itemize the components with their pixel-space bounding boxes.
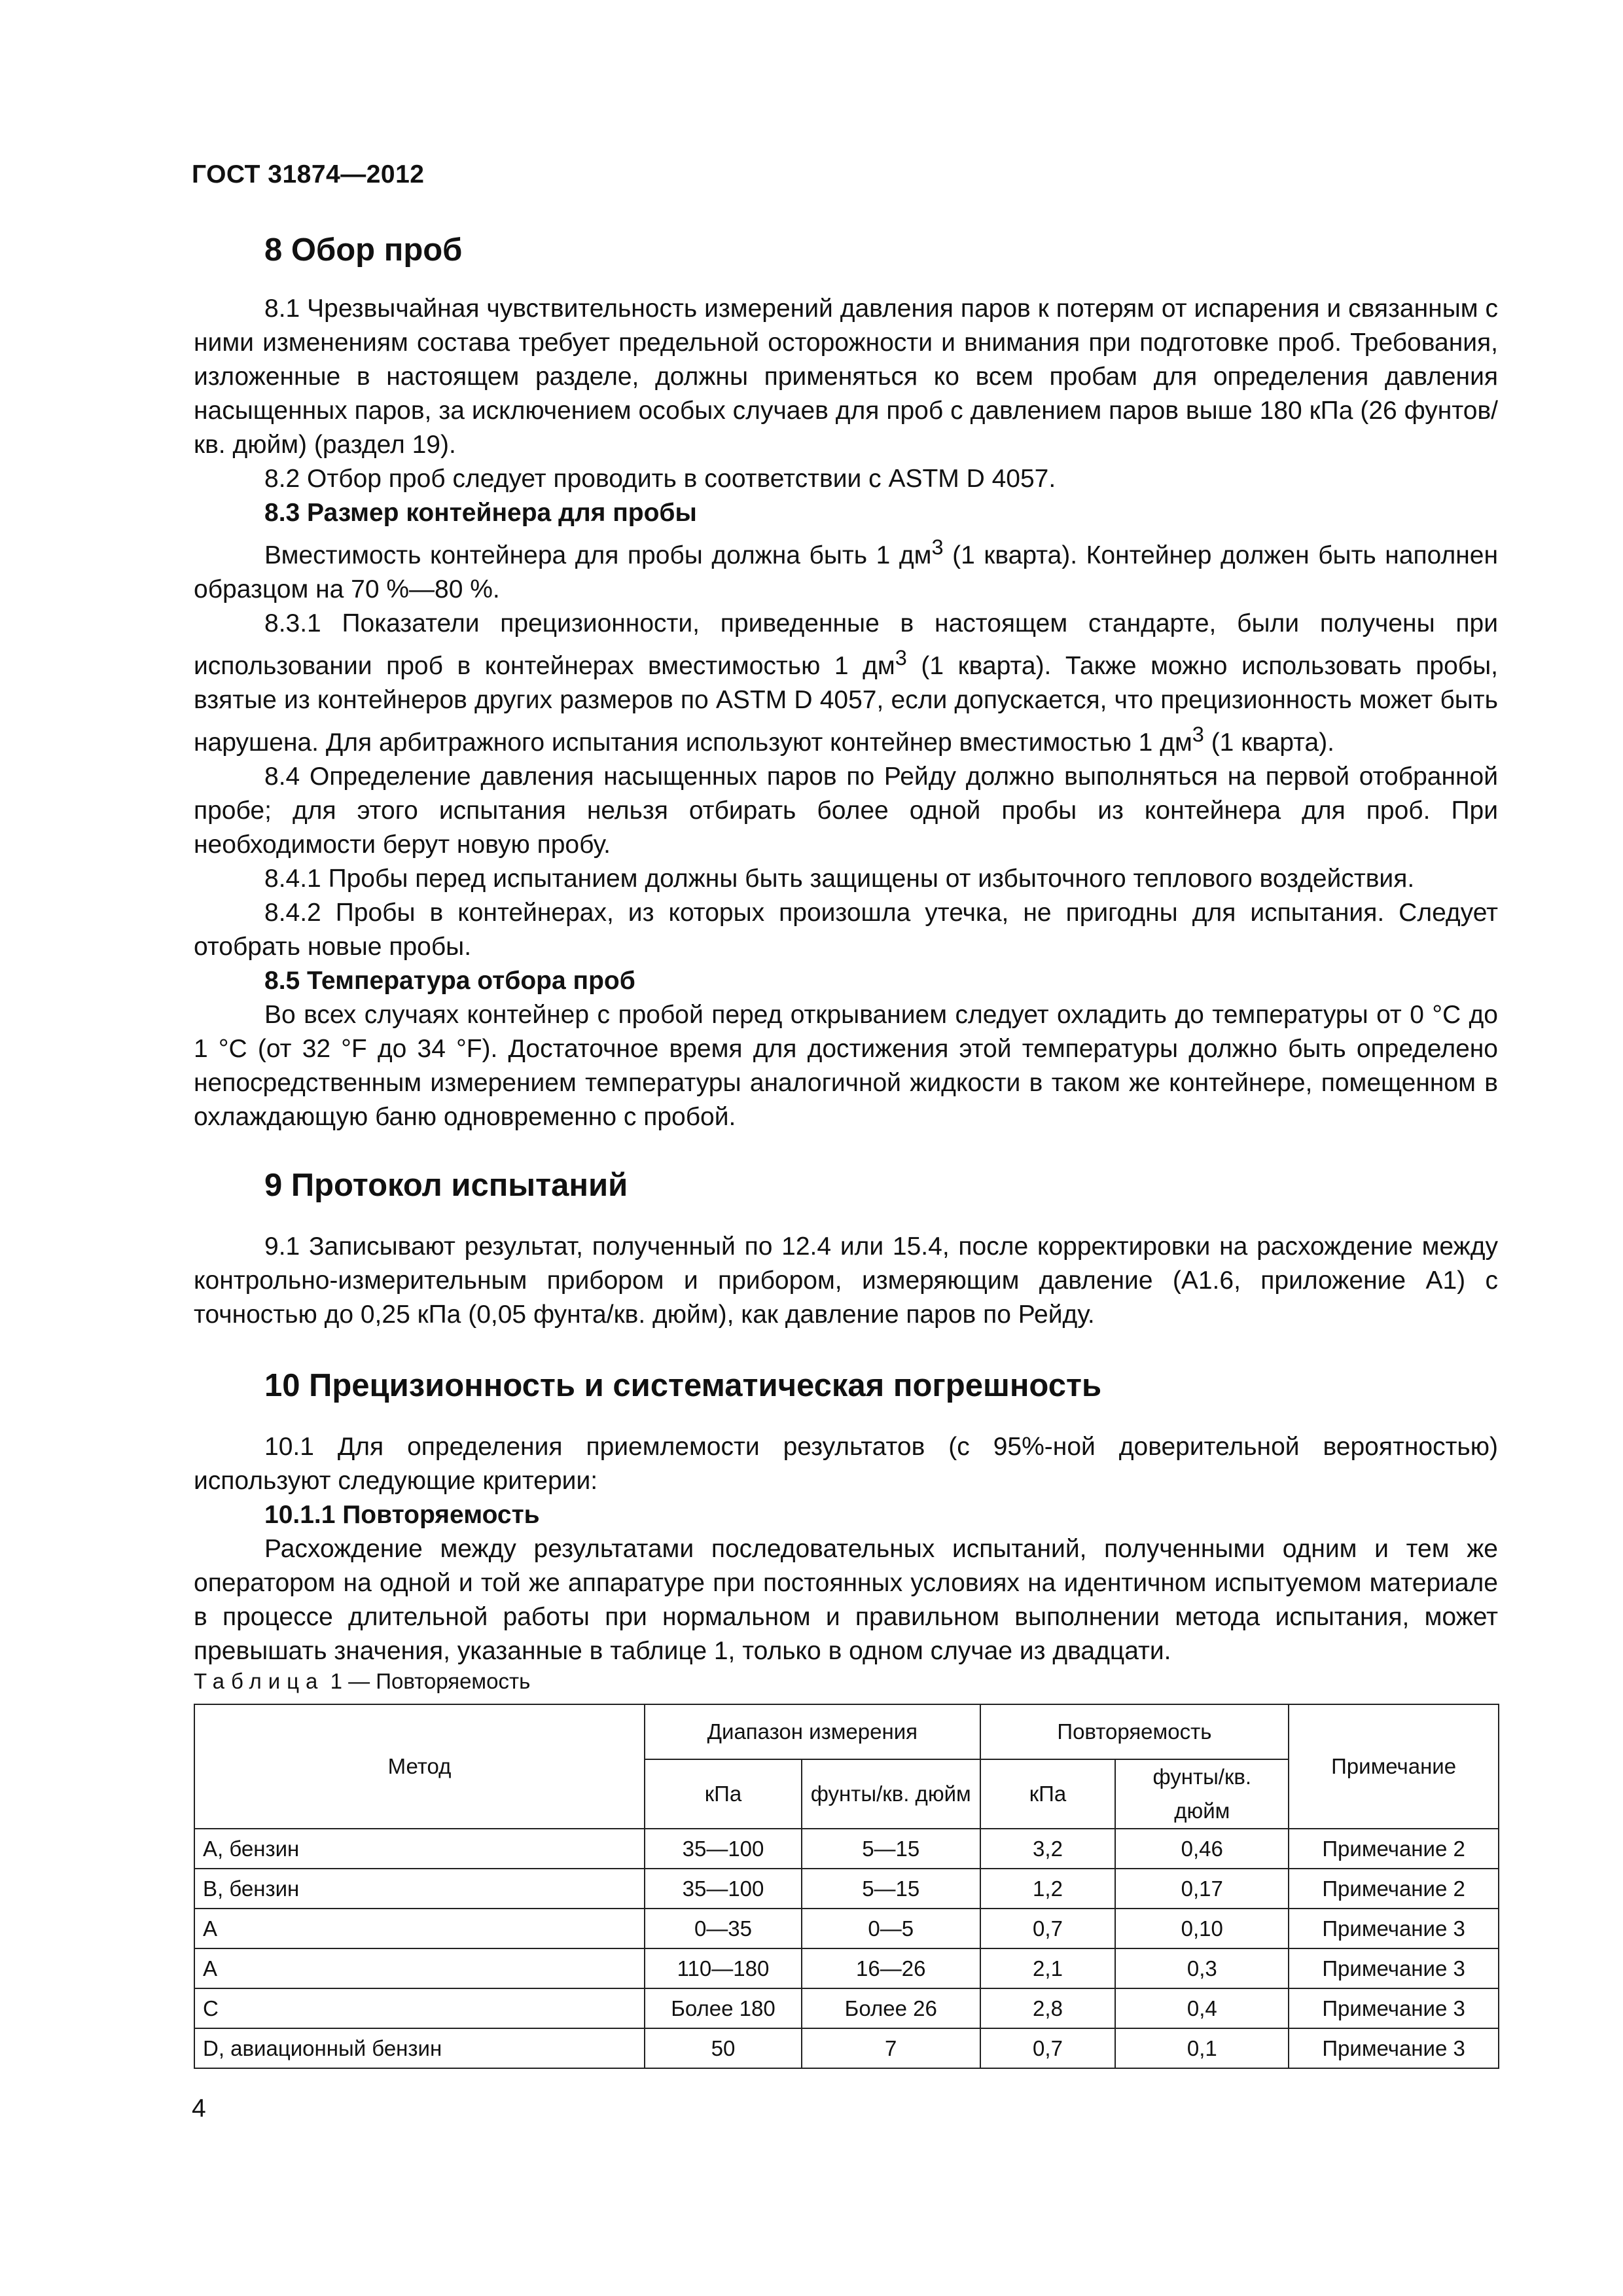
table-row: [194, 1909, 1499, 1948]
paragraph-8-3-1: [194, 607, 1498, 760]
header-range: Диапазон измерения: [645, 1704, 980, 1759]
superscript-3: 3: [1192, 723, 1204, 746]
table-cell: A, бензин: [194, 1829, 645, 1869]
table-cell: 0—5: [802, 1909, 980, 1948]
table-cell: 0,10: [1115, 1909, 1289, 1948]
table-cell: Примечание 3: [1289, 1948, 1499, 1988]
table-cell: 0—35: [645, 1909, 802, 1948]
superscript-3: 3: [931, 535, 944, 559]
table-cell: D, авиационный бензин: [194, 2028, 645, 2068]
table-cell: B, бензин: [194, 1869, 645, 1909]
page-content: [194, 230, 1498, 2069]
table-body: [194, 1829, 1499, 2068]
table-cell: 0,1: [1115, 2028, 1289, 2068]
header-repeatability-psi: фунты/кв. дюйм: [1115, 1759, 1289, 1829]
table-cell: 16—26: [802, 1948, 980, 1988]
table-caption: [194, 1668, 1498, 1695]
table-row: [194, 1869, 1499, 1909]
repeatability-table: [194, 1704, 1499, 2069]
subsection-8-3-title: 8.3 Размер контейнера для пробы: [264, 499, 697, 527]
table-cell: A: [194, 1909, 645, 1948]
paragraph-8-4-2: 8.4.2 Пробы в контейнерах, из которых произошла утечка, не пригодны для испытания. Следует отобрать новые пробы.: [194, 899, 1498, 961]
paragraph-8-3: [194, 530, 1498, 607]
header-note: Примечание: [1289, 1704, 1499, 1829]
table-cell: 7: [802, 2028, 980, 2068]
table-cell: 0,46: [1115, 1829, 1289, 1869]
table-cell: C: [194, 1988, 645, 2028]
document-code: ГОСТ 31874—2012: [192, 160, 425, 188]
paragraph-8-3-1-text-a: 8.3.1 Показатели прецизионности, приведенные в настоящем стандарте, были получены при использовании проб в контейнерах вместимостью 1 дм: [194, 609, 1498, 680]
table-cell: Более 26: [802, 1988, 980, 2028]
table-cell: 0,4: [1115, 1988, 1289, 2028]
table-cell: 110—180: [645, 1948, 802, 1988]
paragraph-9-1: 9.1 Записывают результат, полученный по 12.4 или 15.4, после корректировки на расхождение между контрольно-измерительным прибором и прибором, измеряющим давление (А1.6, приложение А1) с точностью до 0,25 кПа (0,05 фунта/кв. дюйм), как давление паров по Рейду.: [194, 1232, 1498, 1329]
paragraph-8-5: Во всех случаях контейнер с пробой перед открыванием следует охладить до температуры от 0 °С до 1 °С (от 32 °F до 34 °F). Достаточное время для достижения этой температуры должно быть определено непосредственным измерением температуры аналогичной жидкости в таком же контейнере, помещенном в охлаждающую баню одновременно с пробой.: [194, 1001, 1498, 1131]
section-10-title: 10 Прецизионность и систематическая погрешность: [264, 1368, 1102, 1403]
table-cell: 0,17: [1115, 1869, 1289, 1909]
table-cell: 50: [645, 2028, 802, 2068]
superscript-3: 3: [895, 646, 907, 670]
table-cell: 35—100: [645, 1829, 802, 1869]
table-cell: 35—100: [645, 1869, 802, 1909]
table-caption-rest: 1 — Повторяемость: [330, 1669, 531, 1693]
paragraph-10-1-1: Расхождение между результатами последовательных испытаний, полученными одним и тем же оператором на одной и той же аппаратуре при постоянных условиях на идентичном испытуемом материале в процессе длительной работы при нормальном и правильном выполнении метода испытания, может превышать значения, указанные в таблице 1, только в одном случае из двадцати.: [194, 1535, 1498, 1665]
paragraph-8-1: 8.1 Чрезвычайная чувствительность измерений давления паров к потерям от испарения и связанным с ними изменениям состава требует предельной осторожности и внимания при подготовке проб. Требования, изложенные в настоящем разделе, должны применяться ко всем пробам для определения давления насыщенных паров, за исключением особых случаев для проб с давлением паров выше 180 кПа (26 фунтов/кв. дюйм) (раздел 19).: [194, 295, 1498, 459]
table-cell: Более 180: [645, 1988, 802, 2028]
header-repeatability-kpa: кПа: [980, 1759, 1116, 1829]
table-cell: 5—15: [802, 1869, 980, 1909]
paragraph-8-4-1: 8.4.1 Пробы перед испытанием должны быть защищены от избыточного теплового воздействия.: [264, 865, 1415, 893]
table-cell: 0,7: [980, 2028, 1116, 2068]
paragraph-8-3-1-text-c: (1 кварта).: [1204, 728, 1335, 757]
table-cell: 2,1: [980, 1948, 1116, 1988]
table-cell: 5—15: [802, 1829, 980, 1869]
table-cell: 0,3: [1115, 1948, 1289, 1988]
table-cell: A: [194, 1948, 645, 1988]
paragraph-8-2: 8.2 Отбор проб следует проводить в соответствии с ASTM D 4057.: [264, 465, 1056, 493]
table-cell: Примечание 2: [1289, 1869, 1499, 1909]
section-8-title: 8 Обор проб: [264, 232, 463, 268]
paragraph-8-4: 8.4 Определение давления насыщенных паров по Рейду должно выполняться на первой отобранной пробе; для этого испытания нельзя отбирать более одной пробы из контейнера для проб. При необходимости берут новую пробу.: [194, 762, 1498, 859]
table-cell: Примечание 3: [1289, 1988, 1499, 2028]
paragraph-8-3-text-a: Вместимость контейнера для пробы должна быть 1 дм: [264, 541, 932, 569]
subsection-10-1-1-title: 10.1.1 Повторяемость: [264, 1501, 540, 1529]
section-9-title: 9 Протокол испытаний: [264, 1168, 628, 1203]
page-number: 4: [192, 2094, 206, 2123]
table-cell: Примечание 3: [1289, 1909, 1499, 1948]
paragraph-10-1: 10.1 Для определения приемлемости результатов (с 95%-ной доверительной вероятностью) используют следующие критерии:: [194, 1433, 1498, 1495]
header-range-kpa: кПа: [645, 1759, 802, 1829]
table-cell: Примечание 2: [1289, 1829, 1499, 1869]
paragraph-8-3-1-text-b: (1 кварта). Также можно использовать пробы, взятые из контейнеров других размеров по ASTM D 4057, если допускается, что прецизионность может быть нарушена. Для арбитражного испытания используют контейнер вместимостью 1 дм: [194, 652, 1499, 757]
header-repeatability: Повторяемость: [980, 1704, 1289, 1759]
table-cell: Примечание 3: [1289, 2028, 1499, 2068]
table-row: [194, 1829, 1499, 1869]
table-row: [194, 2028, 1499, 2068]
table-row: [194, 1948, 1499, 1988]
subsection-8-5-title: 8.5 Температура отбора проб: [264, 967, 635, 995]
header-method: Метод: [194, 1704, 645, 1829]
header-range-psi: фунты/кв. дюйм: [802, 1759, 980, 1829]
table-cell: 2,8: [980, 1988, 1116, 2028]
table-cell: 0,7: [980, 1909, 1116, 1948]
table-cell: 1,2: [980, 1869, 1116, 1909]
table-caption-word: Таблица: [194, 1669, 325, 1693]
paragraph-8-3-text-b: (1 кварта). Контейнер должен быть наполнен образцом на 70 %—80 %.: [194, 541, 1498, 603]
table-cell: 3,2: [980, 1829, 1116, 1869]
table-row: [194, 1988, 1499, 2028]
